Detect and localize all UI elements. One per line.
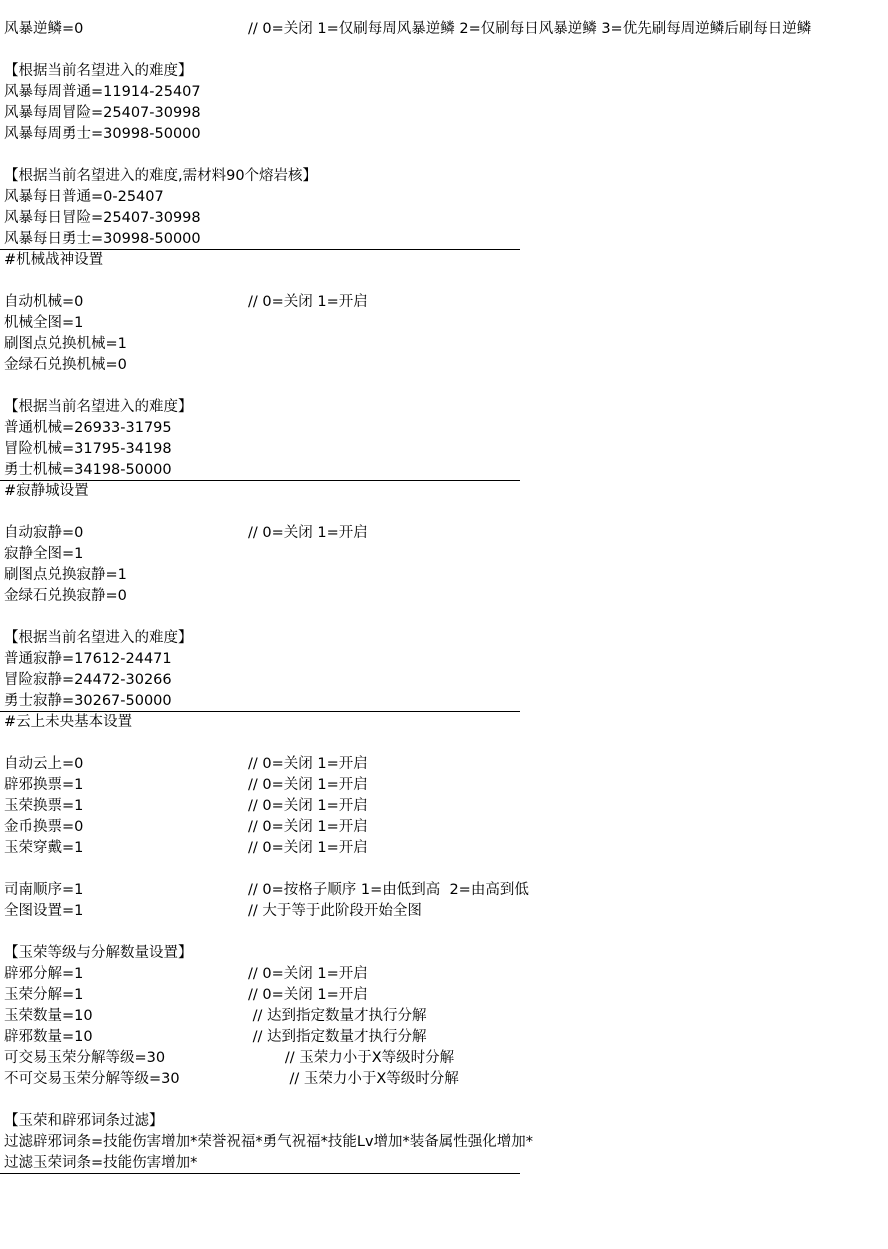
config-comment: // 0=关闭 1=开启 — [248, 840, 368, 856]
config-comment: // 达到指定数量才执行分解 — [248, 1008, 427, 1024]
config-line — [0, 775, 888, 796]
config-text: 金币换票=0 — [4, 819, 84, 835]
config-line — [0, 313, 888, 334]
config-comment: // 玉荣力小于X等级时分解 — [248, 1071, 459, 1087]
config-line — [0, 670, 888, 691]
config-comment: // 0=关闭 1=仅刷每周风暴逆鳞 2=仅刷每日风暴逆鳞 3=优先刷每周逆鳞后刷每日逆鳞 — [248, 21, 812, 37]
config-line — [0, 460, 888, 481]
config-text: 【玉荣等级与分解数量设置】 — [4, 945, 193, 961]
blank-line — [0, 733, 888, 754]
config-line — [0, 649, 888, 670]
blank-line — [0, 607, 888, 628]
config-comment: // 0=关闭 1=开启 — [248, 987, 368, 1003]
config-line — [0, 439, 888, 460]
config-text: 冒险寂静=24472-30266 — [4, 672, 172, 688]
config-text: 勇士寂静=30267-50000 — [4, 693, 172, 709]
config-text: 风暴每日勇士=30998-50000 — [4, 231, 201, 247]
config-text: 金绿石兑换机械=0 — [4, 357, 127, 373]
config-text: 勇士机械=34198-50000 — [4, 462, 172, 478]
config-line — [0, 1048, 888, 1069]
config-line — [0, 1111, 888, 1132]
config-line — [0, 712, 888, 733]
config-text: 【根据当前名望进入的难度,需材料90个熔岩核】 — [4, 168, 318, 184]
config-comment: // 0=关闭 1=开启 — [248, 798, 368, 814]
config-text: 辟邪分解=1 — [4, 966, 84, 982]
config-comment: // 0=关闭 1=开启 — [248, 525, 368, 541]
config-line — [0, 943, 888, 964]
blank-line — [0, 502, 888, 523]
config-line — [0, 250, 888, 271]
config-line — [0, 901, 888, 922]
blank-line — [0, 40, 888, 61]
config-line — [0, 418, 888, 439]
config-comment: // 0=关闭 1=开启 — [248, 756, 368, 772]
config-line — [0, 985, 888, 1006]
config-text: 玉荣分解=1 — [4, 987, 84, 1003]
blank-line — [0, 922, 888, 943]
config-line — [0, 565, 888, 586]
config-line — [0, 964, 888, 985]
config-text: #云上未央基本设置 — [4, 714, 133, 730]
config-line — [0, 586, 888, 607]
blank-line — [0, 376, 888, 397]
config-text: 【玉荣和辟邪词条过滤】 — [4, 1113, 164, 1129]
config-text: 普通寂静=17612-24471 — [4, 651, 172, 667]
config-text: 机械全图=1 — [4, 315, 84, 331]
config-text: 刷图点兑换机械=1 — [4, 336, 127, 352]
config-line — [0, 691, 888, 712]
config-text: 风暴每周普通=11914-25407 — [4, 84, 201, 100]
config-line — [0, 61, 888, 82]
config-text: 【根据当前名望进入的难度】 — [4, 630, 193, 646]
config-line — [0, 229, 888, 250]
config-line — [0, 1069, 888, 1090]
config-line — [0, 292, 888, 313]
config-text: 自动机械=0 — [4, 294, 84, 310]
config-text: 玉荣穿戴=1 — [4, 840, 84, 856]
blank-line — [0, 1174, 888, 1195]
config-line — [0, 82, 888, 103]
config-text: #寂静城设置 — [4, 483, 89, 499]
config-line — [0, 187, 888, 208]
config-line — [0, 1006, 888, 1027]
blank-line — [0, 271, 888, 292]
config-line — [0, 880, 888, 901]
config-line — [0, 397, 888, 418]
config-text: 玉荣换票=1 — [4, 798, 84, 814]
config-line — [0, 166, 888, 187]
blank-line — [0, 145, 888, 166]
config-text: 风暴逆鳞=0 — [4, 21, 84, 37]
config-line — [0, 796, 888, 817]
config-comment: // 0=关闭 1=开启 — [248, 777, 368, 793]
config-text: 过滤玉荣词条=技能伤害增加* — [4, 1155, 198, 1171]
blank-line — [0, 1090, 888, 1111]
config-text: 辟邪数量=10 — [4, 1029, 93, 1045]
config-text: 风暴每周冒险=25407-30998 — [4, 105, 201, 121]
config-line — [0, 817, 888, 838]
blank-line — [0, 859, 888, 880]
config-line — [0, 481, 888, 502]
config-text: 过滤辟邪词条=技能伤害增加*荣誉祝福*勇气祝福*技能Lv增加*装备属性强化增加* — [4, 1134, 534, 1150]
config-text: 刷图点兑换寂静=1 — [4, 567, 127, 583]
config-text: #机械战神设置 — [4, 252, 104, 268]
config-line — [0, 124, 888, 145]
config-comment: // 大于等于此阶段开始全图 — [248, 903, 422, 919]
config-text: 玉荣数量=10 — [4, 1008, 93, 1024]
config-text: 自动云上=0 — [4, 756, 84, 772]
config-line — [0, 1027, 888, 1048]
config-text: 普通机械=26933-31795 — [4, 420, 172, 436]
config-text: 寂静全图=1 — [4, 546, 84, 562]
config-text: 司南顺序=1 — [4, 882, 84, 898]
config-comment: // 玉荣力小于X等级时分解 — [248, 1050, 455, 1066]
config-text: 自动寂静=0 — [4, 525, 84, 541]
config-line — [0, 544, 888, 565]
config-line — [0, 838, 888, 859]
config-line — [0, 334, 888, 355]
config-line — [0, 208, 888, 229]
config-text: 风暴每日冒险=25407-30998 — [4, 210, 201, 226]
config-text: 【根据当前名望进入的难度】 — [4, 63, 193, 79]
config-text: 可交易玉荣分解等级=30 — [4, 1050, 166, 1066]
config-line — [0, 1153, 888, 1174]
config-text: 风暴每日普通=0-25407 — [4, 189, 164, 205]
config-text: 全图设置=1 — [4, 903, 84, 919]
config-comment: // 0=关闭 1=开启 — [248, 819, 368, 835]
config-text: 辟邪换票=1 — [4, 777, 84, 793]
config-text: 冒险机械=31795-34198 — [4, 441, 172, 457]
config-comment: // 0=按格子顺序 1=由低到高 2=由高到低 — [248, 882, 529, 898]
config-line — [0, 523, 888, 544]
config-line — [0, 628, 888, 649]
config-text: 【根据当前名望进入的难度】 — [4, 399, 193, 415]
config-text: 风暴每周勇士=30998-50000 — [4, 126, 201, 142]
config-comment: // 0=关闭 1=开启 — [248, 294, 368, 310]
config-line — [0, 754, 888, 775]
config-text: 金绿石兑换寂静=0 — [4, 588, 127, 604]
config-text: 不可交易玉荣分解等级=30 — [4, 1071, 180, 1087]
config-line — [0, 355, 888, 376]
config-comment: // 0=关闭 1=开启 — [248, 966, 368, 982]
config-line — [0, 1132, 888, 1153]
config-line — [0, 19, 888, 40]
config-line — [0, 103, 888, 124]
config-comment: // 达到指定数量才执行分解 — [248, 1029, 427, 1045]
